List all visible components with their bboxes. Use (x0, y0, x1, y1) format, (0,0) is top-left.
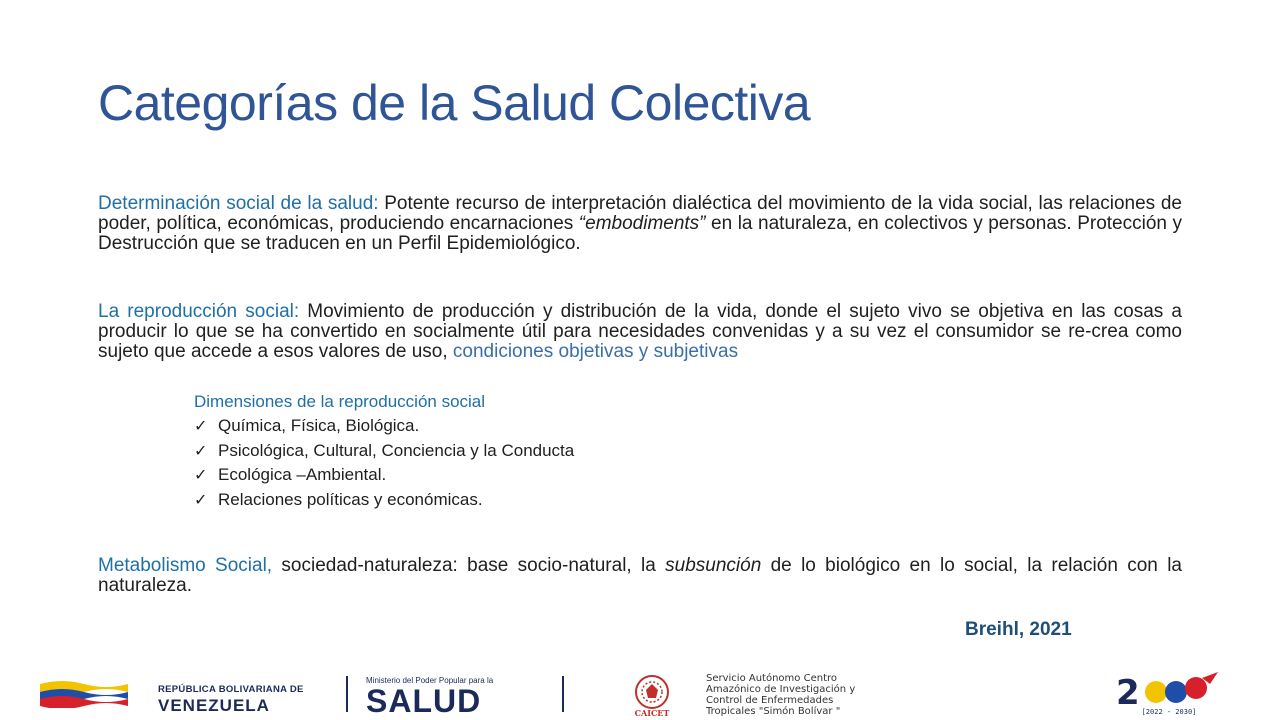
slide-title: Categorías de la Salud Colectiva (98, 75, 811, 131)
check-icon: ✓ (194, 440, 208, 460)
check-icon: ✓ (194, 465, 208, 484)
dimensiones-list (194, 414, 574, 512)
footer-logos (0, 664, 1280, 720)
determinacion-text-a: Potente recurso de interpretación dialéctica del movimiento de la vida social, las relaciones de poder, política, económicas, produciendo encarnaciones (98, 193, 1182, 234)
venezuela-flag-icon (40, 678, 128, 708)
svg-text:2: 2 (1116, 673, 1140, 713)
citation: Breihl, 2021 (965, 619, 1072, 640)
metabolismo-text-a: sociedad-naturaleza: base socio-natural, la (272, 555, 666, 576)
servicio-logo-text (706, 673, 855, 717)
list-item (194, 439, 574, 464)
dimensiones-heading: Dimensiones de la reproducción social (194, 392, 486, 411)
dimensiones-block (194, 392, 574, 512)
list-item-label: Relaciones políticas y económicas. (218, 489, 483, 509)
bicentenario-logo-icon (1114, 670, 1224, 716)
list-item (194, 488, 574, 513)
term-metabolismo-social: Metabolismo Social, (98, 555, 273, 576)
republica-line2: VENEZUELA (158, 696, 270, 715)
caicet-seal-icon (620, 672, 684, 718)
list-item-label: Psicológica, Cultural, Conciencia y la Conducta (218, 440, 575, 460)
servicio-line: Amazónico de Investigación y (706, 684, 856, 695)
list-item-label: Ecológica –Ambiental. (218, 465, 387, 484)
reproduccion-accent: condiciones objetivas y subjetivas (452, 341, 739, 362)
paragraph-determinacion-social (98, 194, 1182, 254)
reproduccion-text: Movimiento de producción y distribución de la vida, donde el sujeto vivo se objetiva en las cosas a producir lo que se ha convertido en socialmente útil para necesidades convenidas y a su vez el consumidor se re-crea como sujeto que accede a esos valores de uso, (98, 301, 1183, 362)
metabolismo-emphasis: subsunción (665, 555, 762, 576)
term-determinacion-social: Determinación social de la salud: (98, 193, 379, 214)
list-item (194, 463, 574, 488)
servicio-line: Tropicales "Simón Bolívar " (706, 706, 841, 717)
list-item (194, 414, 574, 439)
ministerio-logo-text (366, 676, 493, 717)
bicentenario-years: [2022 - 2030] (1141, 708, 1197, 716)
footer-divider (562, 676, 564, 712)
ministerio-line2: SALUD (366, 683, 482, 719)
metabolismo-text-b: de lo biológico en lo social, la relación con la naturaleza. (98, 555, 1182, 596)
paragraph-reproduccion-social (98, 302, 1182, 362)
republica-line1: REPÚBLICA BOLIVARIANA DE (158, 684, 304, 695)
republica-logo-text (158, 684, 304, 716)
ministerio-line1: Ministerio del Poder Popular para la (366, 676, 494, 685)
determinacion-emphasis: “embodiments” (578, 213, 706, 234)
servicio-line: Servicio Autónomo Centro (706, 673, 837, 684)
servicio-line: Control de Enfermedades (706, 695, 834, 706)
check-icon: ✓ (194, 416, 208, 435)
term-reproduccion-social: La reproducción social: (98, 301, 300, 322)
paragraph-metabolismo-social (98, 556, 1182, 596)
check-icon: ✓ (194, 489, 208, 509)
footer-divider (346, 676, 348, 712)
list-item-label: Química, Física, Biológica. (218, 416, 420, 435)
seal-label: CAICET (634, 708, 670, 718)
determinacion-text-b: en la naturaleza, en colectivos y personas. Protección y Destrucción que se traducen en un Perfil Epidemiológico. (98, 213, 1182, 254)
